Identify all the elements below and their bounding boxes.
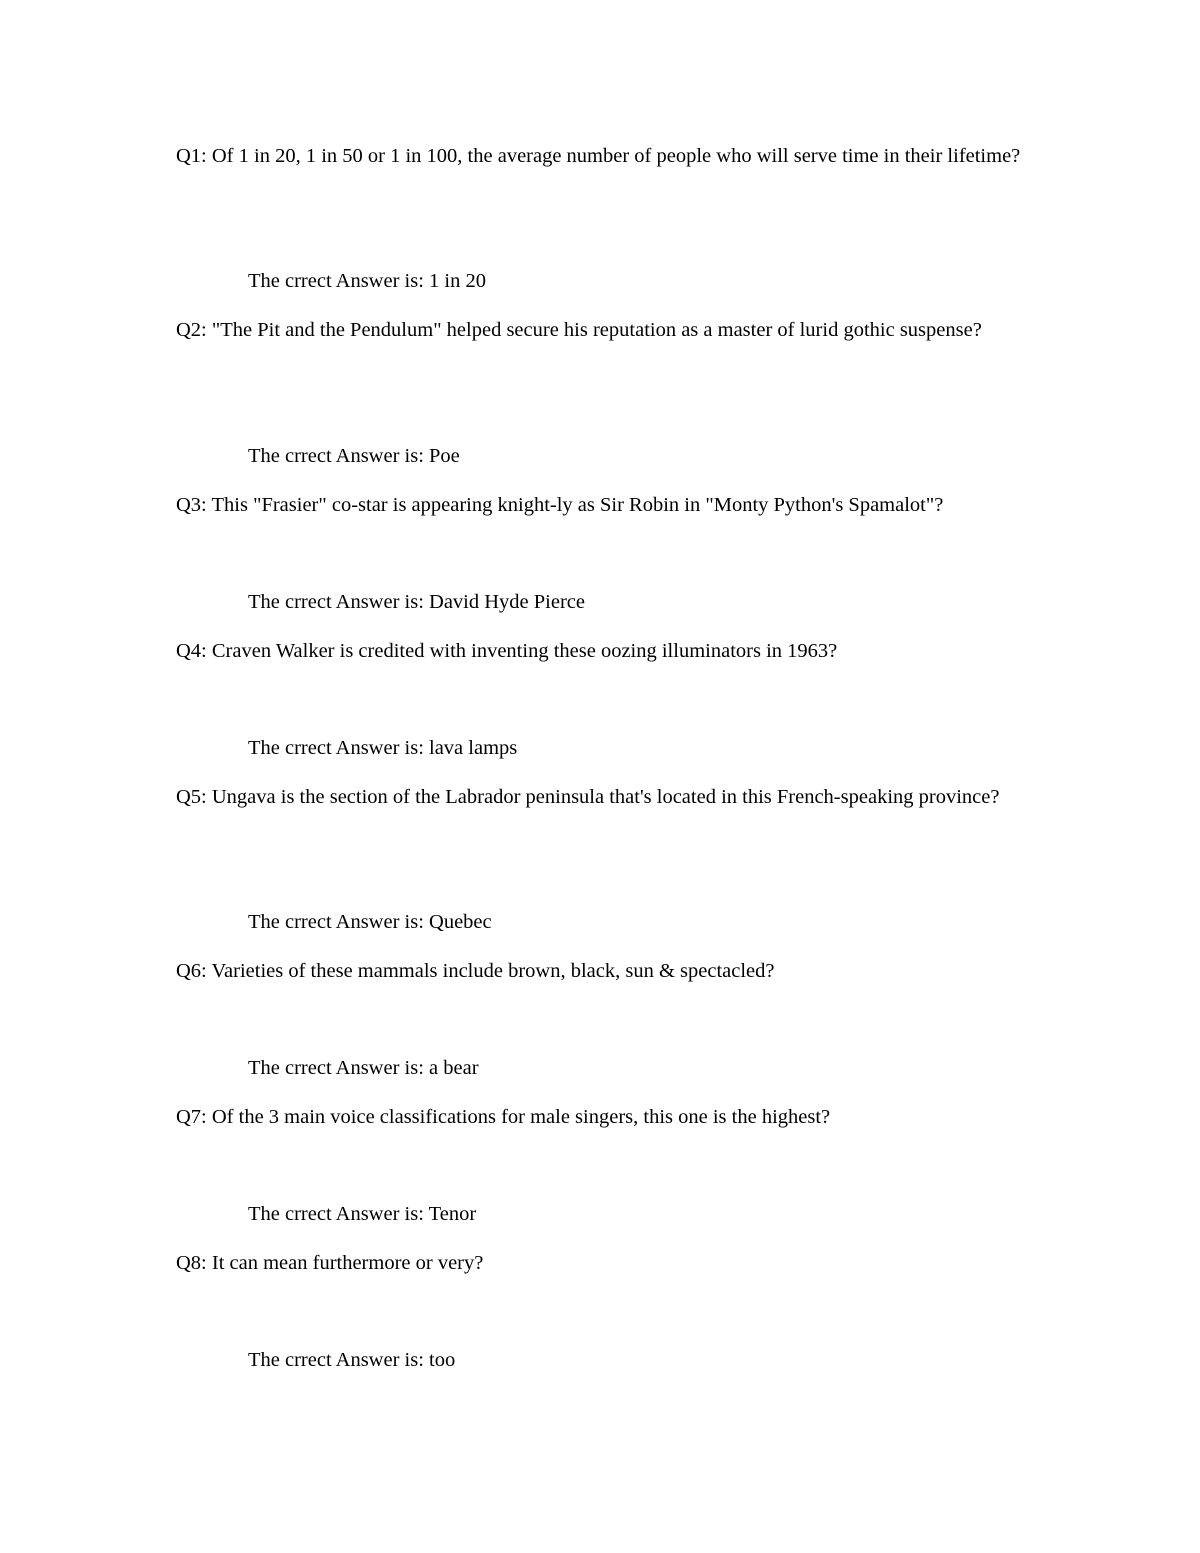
question-4: Q4: Craven Walker is credited with inventing these oozing illuminators in 1963? (176, 640, 838, 662)
answer-8: The crrect Answer is: too (248, 1349, 456, 1371)
question-3: Q3: This "Frasier" co-star is appearing knight-ly as Sir Robin in "Monty Python's Spamalot"? (176, 494, 944, 516)
answer-3: The crrect Answer is: David Hyde Pierce (248, 591, 585, 613)
question-2: Q2: "The Pit and the Pendulum" helped secure his reputation as a master of lurid gothic suspense? (176, 319, 982, 341)
answer-4: The crrect Answer is: lava lamps (248, 737, 518, 759)
answer-7: The crrect Answer is: Tenor (248, 1203, 477, 1225)
question-5: Q5: Ungava is the section of the Labrador peninsula that's located in this French-speaking province? (176, 786, 1000, 808)
question-8: Q8: It can mean furthermore or very? (176, 1252, 484, 1274)
answer-2: The crrect Answer is: Poe (248, 445, 460, 467)
question-6: Q6: Varieties of these mammals include brown, black, sun & spectacled? (176, 960, 775, 982)
question-7: Q7: Of the 3 main voice classifications for male singers, this one is the highest? (176, 1106, 831, 1128)
question-1: Q1: Of 1 in 20, 1 in 50 or 1 in 100, the average number of people who will serve time in their lifetime? (176, 145, 1021, 167)
answer-1: The crrect Answer is: 1 in 20 (248, 270, 486, 292)
answer-6: The crrect Answer is: a bear (248, 1057, 479, 1079)
answer-5: The crrect Answer is: Quebec (248, 911, 492, 933)
